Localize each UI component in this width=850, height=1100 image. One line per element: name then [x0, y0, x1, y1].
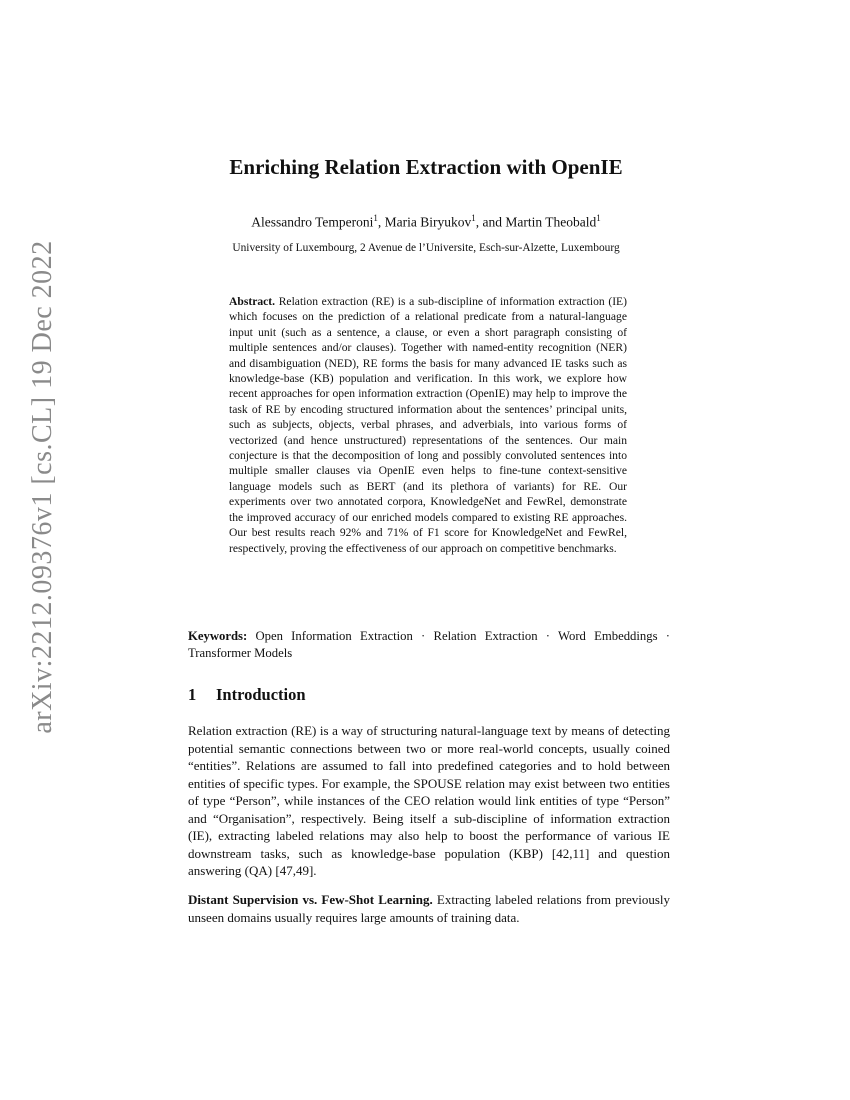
section-number: 1 — [188, 685, 197, 704]
section-heading — [188, 685, 306, 705]
subparagraph — [188, 891, 670, 926]
author-name: Alessandro Temperoni — [251, 214, 374, 230]
paper-title: Enriching Relation Extraction with OpenIE — [229, 155, 623, 179]
subparagraph-text: Extracting labeled relations from previously unseen domains usually requires large amounts of training data. — [188, 892, 671, 925]
author-affiliation-mark: 1 — [596, 213, 601, 223]
author-list — [150, 209, 702, 232]
author-separator: , and — [475, 214, 506, 230]
author-separator: , — [377, 214, 385, 230]
section-title: Introduction — [216, 685, 306, 704]
keywords-text: Open Information Extraction · Relation Extraction · Word Embeddings · Transformer Models — [188, 629, 670, 660]
abstract-label: Abstract. — [229, 295, 276, 308]
keywords-label: Keywords: — [188, 629, 248, 643]
author-name: Maria Biryukov — [384, 214, 472, 230]
abstract-text: Relation extraction (RE) is a sub-discipline of information extraction (IE) which focuses on the prediction of a relational predicate from a natural-language input unit (such as a sentence, a clause, or even a short paragraph consisting of multiple sentences and/or clauses). Together with named-entity recognition (NER) and disambiguation (NED), RE forms the basis for many advanced IE tasks such as knowledge-base (KB) population and verification. In this work, we explore how recent approaches for open information extraction (OpenIE) may help to improve the task of RE by encoding structured information about the sentences’ principal units, such as subjects, objects, verbal phrases, and adverbials, into various forms of vectorized (and hence unstructured) representations of the sentences. Our main conjecture is that the decomposition of long and possibly convoluted sentences into multiple smaller clauses via OpenIE even helps to fine-tune context-sensitive language models such as BERT (and its plethora of variants) for RE. Our experiments over two annotated corpora, KnowledgeNet and FewRel, demonstrate the improved accuracy of our enriched models compared to existing RE approaches. Our best results reach 92% and 71% of F1 score for KnowledgeNet and FewRel, respectively, proving the effectiveness of our approach on competitive benchmarks. — [229, 295, 628, 555]
author-affiliation-mark: 1 — [373, 213, 378, 223]
subparagraph-label: Distant Supervision vs. Few-Shot Learning. — [188, 892, 433, 907]
author-name: Martin Theobald — [505, 214, 597, 230]
keywords — [188, 628, 670, 662]
author-affiliation-mark: 1 — [471, 213, 476, 223]
abstract — [229, 294, 627, 556]
arxiv-identifier-text: arXiv:2212.09376v1 [cs.CL] 19 Dec 2022 — [27, 240, 58, 734]
author-affiliation: University of Luxembourg, 2 Avenue de l’Universite, Esch-sur-Alzette, Luxembourg — [232, 242, 620, 254]
intro-paragraph: Relation extraction (RE) is a way of structuring natural-language text by means of detecting potential semantic connections between two or more real-world concepts, usually coined “entities”. Relations are assumed to fall into predefined categories and to hold between entities of specific types. For example, the SPOUSE relation may exist between two entities of type “Person”, while instances of the CEO relation would link entities of type “Person” and “Organisation”, respectively. Being itself a sub-discipline of information extraction (IE), extracting labeled relations may also help to boost the performance of various IE downstream tasks, such as knowledge-base population (KBP) [42,11] and question answering (QA) [47,49]. — [188, 723, 670, 878]
